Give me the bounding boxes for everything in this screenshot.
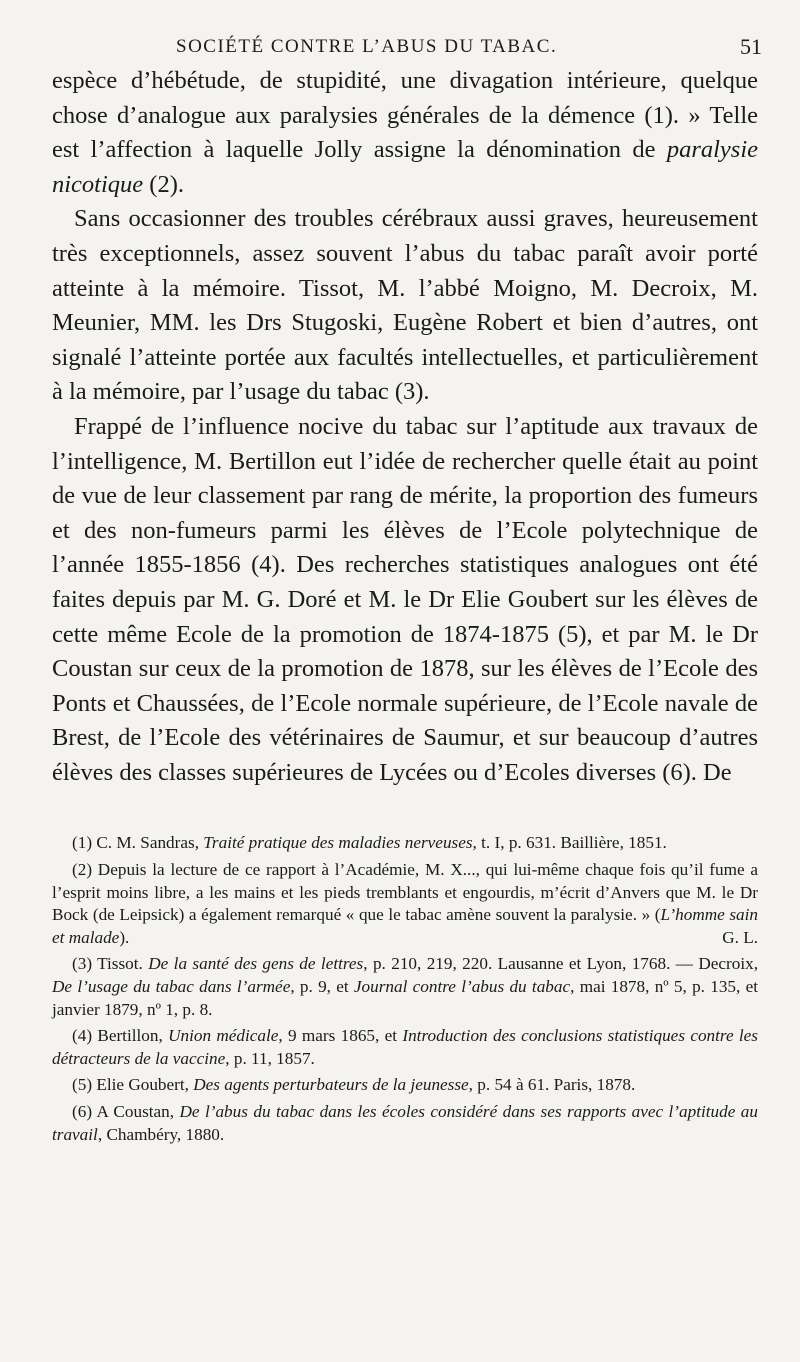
footnote-5-text: (5) Elie Goubert, <box>72 1075 194 1095</box>
footnote-2 <box>52 859 758 949</box>
footnote-1-ref: , t. I, p. 631. Baillière, 1851. <box>472 833 667 853</box>
footnote-2-ref: ). <box>119 927 130 947</box>
footnote-3-title-3: Journal contre l’abus du tabac <box>353 977 571 997</box>
paragraph-2: Sans occasionner des troubles cérébraux aussi graves, heureusement très exceptionnels, assez souvent l’abus du tabac paraît avoir porté atteinte à la mémoire. Tissot, M. l’abbé Moigno, M. Decroix, M. Meunier, MM. les Drs Stugoski, Eugène Robert et bien d’autres, ont signalé l’atteinte portée aux facultés intellectuelles, et particulièrement à la mémoire, par l’usage du tabac (3). <box>52 205 758 406</box>
footnote-4 <box>52 1025 758 1070</box>
footnote-1-text: (1) C. M. Sandras, <box>72 833 204 853</box>
paragraph-3: Frappé de l’influence nocive du tabac sur l’aptitude aux travaux de l’intelligence, M. Bertillon eut l’idée de rechercher quelle était au point de vue de leur classement par rang de mérite, la proportion des fumeurs et des non-fumeurs parmi les élèves de l’Ecole polytechnique de l’année 1855-1856 (4). Des recherches statistiques analogues ont été faites depuis par M. G. Doré et M. le Dr Elie Goubert sur les élèves de cette même Ecole de la promotion de 1874-1875 (5), et par M. le Dr Coustan sur ceux de la promotion de 1878, sur les élèves de l’Ecole des Ponts et Chaussées, de l’Ecole normale supérieure, de l’Ecole navale de Brest, de l’Ecole des vétérinaires de Saumur, et sur beaucoup d’autres élèves des classes supérieures de Lycées ou d’Ecoles diverses (6). De <box>52 412 758 786</box>
footnote-3-ref-3: , mai 1878, nº 5, p. 135, et janvier 1879, nº 1, p. 8. <box>52 977 758 1019</box>
footnote-5-title: Des agents perturbateurs de la jeunesse <box>193 1075 469 1095</box>
running-title: SOCIÉTÉ CONTRE L’ABUS DU TABAC. <box>176 36 558 57</box>
paragraph-1-text: espèce d’hébétude, de stupidité, une divagation intérieure, quelque chose d’analogue aux paralysies générales de la démence (1). » Telle est l’affection à laquelle Jolly assigne la dénomination de <box>52 67 758 164</box>
footnote-2-title: L’homme sain et malade <box>52 905 759 947</box>
footnote-5-ref: , p. 54 à 61. Paris, 1878. <box>468 1075 636 1095</box>
book-page <box>52 34 762 1150</box>
footnote-5 <box>52 1074 758 1097</box>
footnote-1 <box>52 832 758 855</box>
footnotes <box>52 832 758 1146</box>
footnote-2-text: (2) Depuis la lecture de ce rapport à l’Académie, M. X..., qui lui-même chaque fois qu’il fume a l’esprit moins libre, a les mains et les pieds tremblants et engourdis, m’écrit d’Anvers que M. le Dr Bock (de Leipsick) a également remarqué « que le tabac amène souvent la paralysie. » ( <box>52 860 758 925</box>
footnote-6-ref: , Chambéry, 1880. <box>97 1124 225 1144</box>
footnote-3-ref-2: , p. 9, et <box>290 977 354 997</box>
paragraph-1-emphasis: paralysie nicotique <box>52 136 758 198</box>
footnote-6-title: De l’abus du tabac dans les écoles considéré dans ses rapports avec l’aptitude au travail <box>52 1102 758 1144</box>
footnote-6 <box>52 1101 758 1146</box>
footnote-3-ref-1: , p. 210, 219, 220. Lausanne et Lyon, 1768. — Decroix, <box>363 954 758 974</box>
paragraph-1-ref: (2). <box>143 170 184 198</box>
footnote-4-ref-2: , p. 11, 1857. <box>225 1048 315 1068</box>
paragraph-1 <box>52 64 758 202</box>
body-text <box>52 64 758 790</box>
footnote-6-text: (6) A Coustan, <box>72 1102 180 1121</box>
footnote-1-title: Traité pratique des maladies nerveuses <box>203 833 473 853</box>
footnote-2-signature: G. L. <box>722 927 758 947</box>
running-head <box>52 34 762 64</box>
footnote-4-title-1: Union médicale <box>168 1026 279 1046</box>
footnote-3-title-2: De l’usage du tabac dans l’armée <box>52 977 291 997</box>
footnote-4-text: (4) Bertillon, <box>72 1026 169 1046</box>
page-number: 51 <box>740 34 762 59</box>
footnote-3 <box>52 953 758 1021</box>
footnote-3-title-1: De la santé des gens de lettres <box>148 954 364 974</box>
footnote-4-title-2: Introduction des conclusions statistiques contre les détracteurs de la vaccine <box>52 1026 758 1068</box>
footnote-3-text: (3) Tissot. <box>72 954 149 974</box>
footnote-4-ref-1: , 9 mars 1865, et <box>278 1026 403 1046</box>
